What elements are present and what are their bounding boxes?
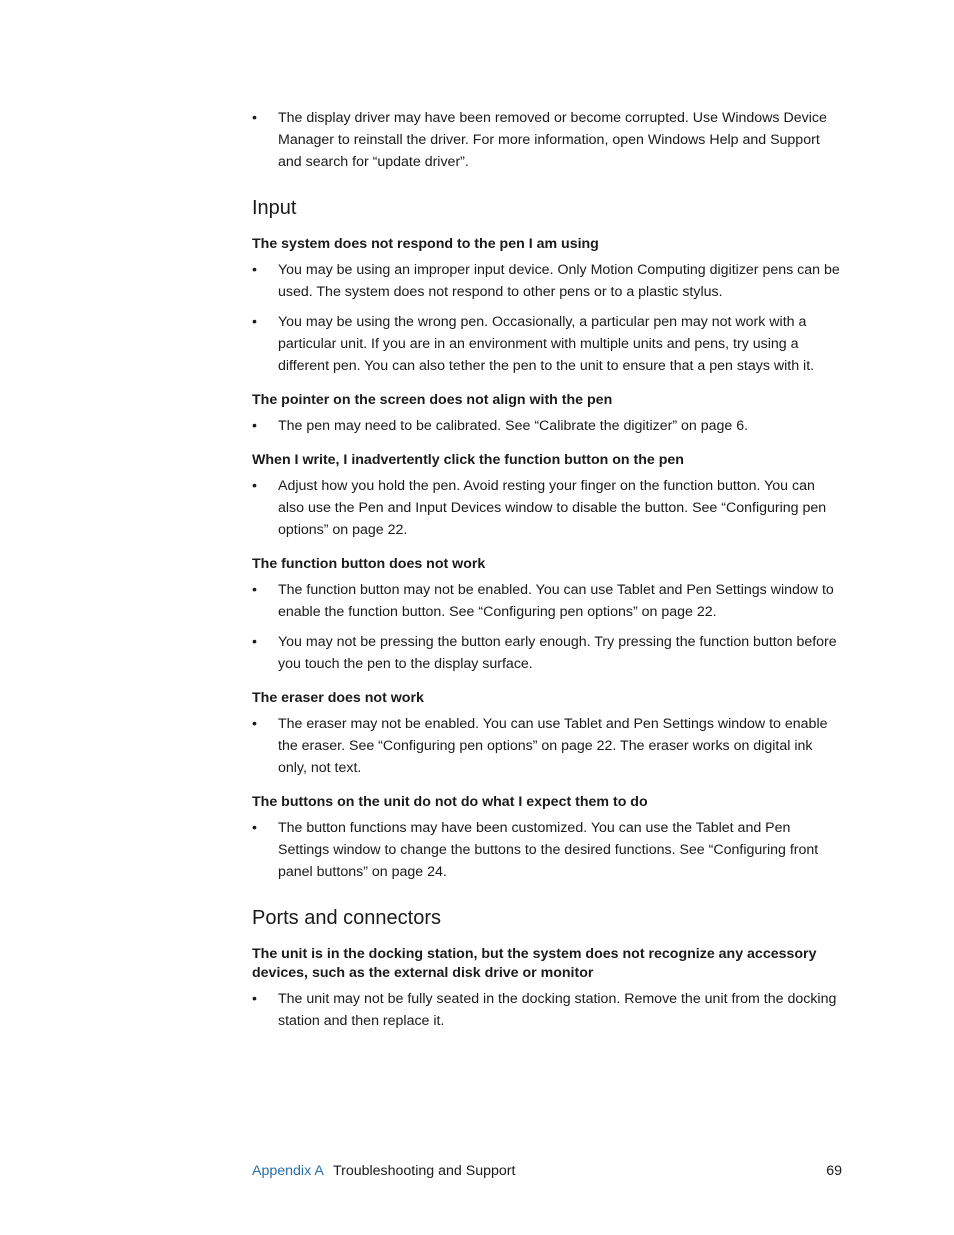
bullet-text: The pen may need to be calibrated. See “Calibrate the digitizer” on page 6. [278, 418, 749, 434]
bullet-icon: • [252, 991, 257, 1007]
intro-bullet-list [252, 107, 844, 173]
footer-chapter-title: Troubleshooting and Support [332, 1163, 516, 1179]
section-title-ports-and-connectors: Ports and connectors [252, 907, 441, 929]
bullet-icon: • [252, 634, 257, 650]
subsection-heading: The unit is in the docking station, but the system does not recognize any accessory devices, such as the external disk drive or monitor [252, 946, 817, 981]
bullet-list [252, 713, 844, 779]
subsection-heading: The system does not respond to the pen I am using [252, 236, 599, 252]
bullet-text: You may be using the wrong pen. Occasionally, a particular pen may not work with a particular unit. If you are in an environment with multiple units and pens, try using a different pen. You can also tether the pen to the unit to ensure that a pen stays with it. [278, 314, 815, 374]
bullet-text: The button functions may have been customized. You can use the Tablet and Pen Settings window to change the buttons to the desired functions. See “Configuring front panel buttons” on page 24. [278, 820, 819, 880]
bullet-item [252, 259, 844, 303]
bullet-icon: • [252, 820, 257, 836]
bullet-text: The display driver may have been removed or become corrupted. Use Windows Device Manager to reinstall the driver. For more information, open Windows Help and Support and search for “update driver”. [278, 110, 827, 170]
bullet-icon: • [252, 418, 257, 434]
bullet-list [252, 579, 844, 675]
bullet-text: You may be using an improper input device. Only Motion Computing digitizer pens can be used. The system does not respond to other pens or to a plastic stylus. [278, 262, 840, 300]
bullet-icon: • [252, 716, 257, 732]
bullet-icon: • [252, 110, 257, 126]
bullet-icon: • [252, 478, 257, 494]
bullet-list [252, 988, 844, 1032]
subsection-heading: The buttons on the unit do not do what I expect them to do [252, 794, 648, 810]
bullet-item [252, 415, 844, 437]
bullet-item [252, 579, 844, 623]
bullet-list [252, 259, 844, 377]
bullet-icon: • [252, 314, 257, 330]
bullet-text: The unit may not be fully seated in the docking station. Remove the unit from the docking station and then replace it. [278, 991, 837, 1029]
bullet-text: The function button may not be enabled. You can use Tablet and Pen Settings window to enable the function button. See “Configuring pen options” on page 22. [278, 582, 834, 620]
bullet-list [252, 817, 844, 883]
bullet-item [252, 631, 844, 675]
bullet-list [252, 415, 844, 437]
bullet-item [252, 817, 844, 883]
bullet-item [252, 713, 844, 779]
page-number: 69 [826, 1163, 842, 1179]
bullet-text: The eraser may not be enabled. You can use Tablet and Pen Settings window to enable the eraser. See “Configuring pen options” on page 22. The eraser works on digital ink only, not text. [278, 716, 828, 776]
subsection-heading: The function button does not work [252, 556, 486, 572]
bullet-text: You may not be pressing the button early enough. Try pressing the function button before you touch the pen to the display surface. [278, 634, 837, 672]
bullet-item [252, 107, 844, 173]
page-content [252, 107, 844, 1040]
bullet-item [252, 311, 844, 377]
subsection-heading: The eraser does not work [252, 690, 424, 706]
bullet-item [252, 475, 844, 541]
page-footer [252, 1160, 842, 1182]
footer-appendix-label: Appendix A [252, 1163, 323, 1179]
bullet-icon: • [252, 262, 257, 278]
subsection-heading: The pointer on the screen does not align with the pen [252, 392, 613, 408]
bullet-list [252, 475, 844, 541]
bullet-icon: • [252, 582, 257, 598]
bullet-item [252, 988, 844, 1032]
subsection-heading: When I write, I inadvertently click the function button on the pen [252, 452, 684, 468]
bullet-text: Adjust how you hold the pen. Avoid resting your finger on the function button. You can also use the Pen and Input Devices window to disable the button. See “Configuring pen options” on page 22. [278, 478, 827, 538]
section-title-input: Input [252, 197, 297, 219]
